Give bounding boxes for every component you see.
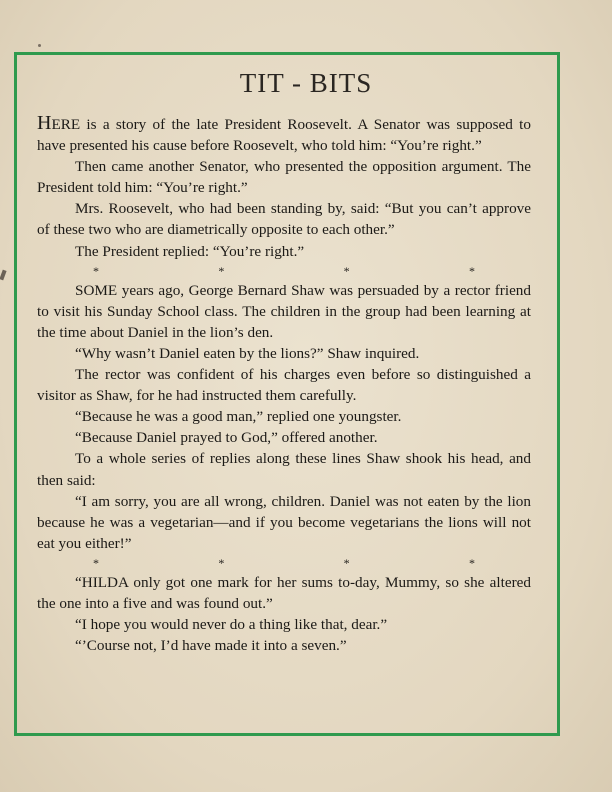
story-2-paragraph-5: “Because Daniel prayed to God,” offered another. [75, 429, 378, 447]
story-2-paragraph-6: To a whole series of replies along these lines Shaw shook his head, and then said: [37, 450, 531, 489]
separator-star: * [218, 263, 225, 278]
paper-speck [38, 44, 41, 47]
story-2-paragraph-2: “Why wasn’t Daniel eaten by the lions?” Shaw inquired. [75, 344, 420, 362]
story-2-paragraph-4: “Because he was a good man,” replied one youngster. [75, 408, 402, 426]
separator-star: * [343, 263, 350, 278]
drop-cap: H [37, 112, 52, 134]
separator-star: * [93, 555, 99, 570]
story-1-paragraph-3: Mrs. Roosevelt, who had been standing by, said: “But you can’t approve of these two who are diametrically opposite to each other.” [37, 200, 531, 239]
separator-star: * [93, 263, 99, 278]
story-2-paragraph-3: The rector was confident of his charges even before so distinguished a visitor as Shaw, for he had instructed them carefully. [37, 366, 531, 405]
story-3-paragraph-1: “HILDA only got one mark for her sums to-day, Mummy, so she altered the one into a five and was found out.” [37, 573, 531, 612]
story-3-paragraph-3: “’Course not, I’d have made it into a seven.” [75, 637, 347, 655]
story-2-paragraph-7: “I am sorry, you are all wrong, children. Daniel was not eaten by the lion because he was a vegetarian—and if you become vegetarians the lions will not eat you either!” [37, 492, 531, 552]
story-3-paragraph-2: “I hope you would never do a thing like that, dear.” [75, 616, 388, 634]
article-body [37, 113, 531, 656]
separator-star: * [343, 555, 350, 570]
story-1-paragraph-1 [37, 113, 531, 156]
story-2-paragraph-1: SOME years ago, George Bernard Shaw was persuaded by a rector friend to visit his Sunday School class. The children in the group had been learning at the time about Daniel in the lion’s den. [37, 281, 531, 341]
story-1-paragraph-4: The President replied: “You’re right.” [75, 242, 305, 260]
story-1-paragraph-2: Then came another Senator, who presented the opposition argument. The President told him: “You’re right.” [37, 158, 531, 197]
paper-mark [0, 270, 7, 281]
separator-star: * [218, 555, 225, 570]
separator-star: * [468, 555, 475, 570]
page-title: TIT - BITS [239, 68, 373, 98]
separator-stars [37, 262, 531, 280]
story-1-paragraph-1-text: ERE is a story of the late President Roosevelt. A Senator was supposed to have presented his cause before Roosevelt, who told him: “You’re right.” [37, 116, 531, 155]
separator-star: * [468, 263, 475, 278]
separator-stars [37, 554, 531, 572]
